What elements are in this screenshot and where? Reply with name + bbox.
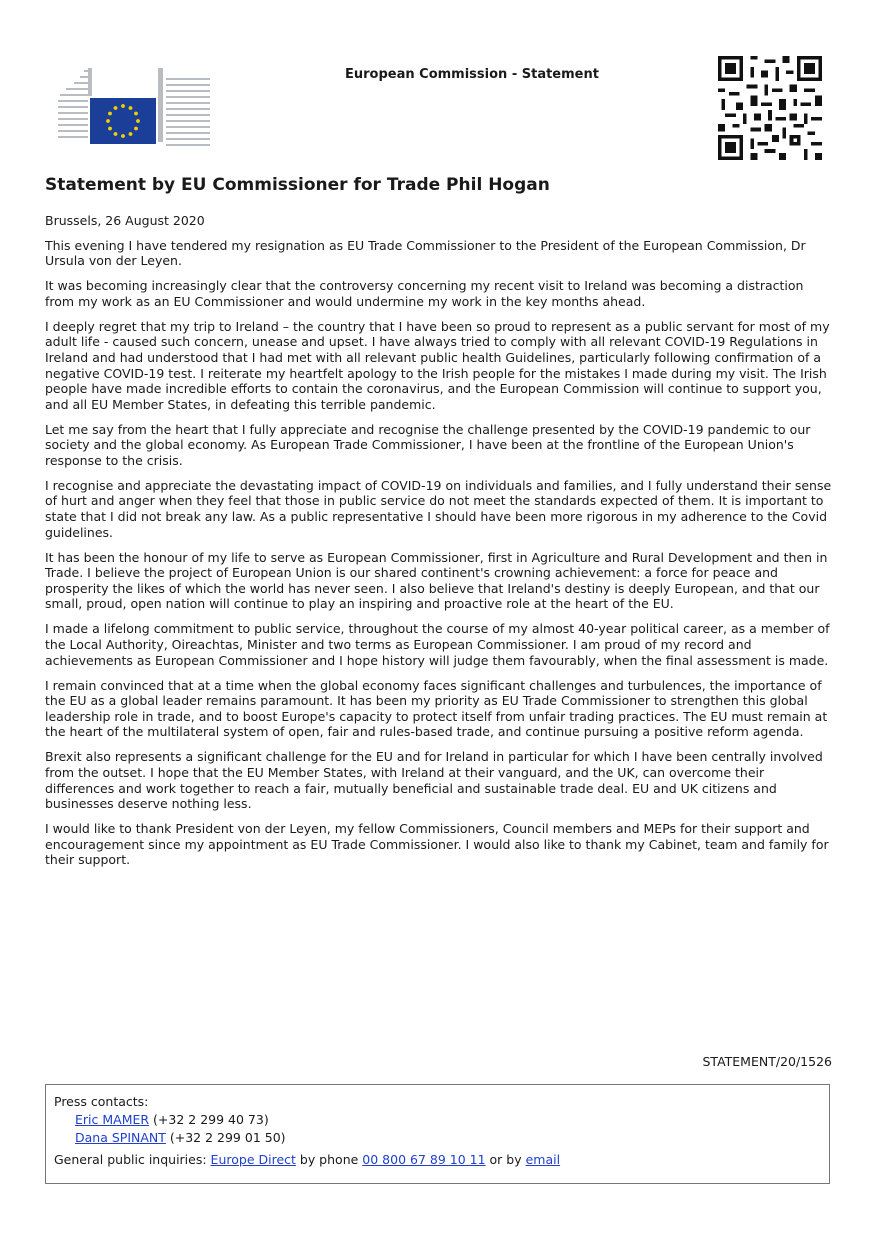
- statement-reference: STATEMENT/20/1526: [702, 1054, 832, 1069]
- statement-body: [45, 213, 835, 877]
- general-inquiries-line: [54, 1151, 829, 1169]
- contact-phone: (+32 2 299 01 50): [169, 1130, 286, 1145]
- statement-title: Statement by EU Commissioner for Trade Phil Hogan: [45, 175, 550, 195]
- contact-link-eric-mamer[interactable]: Eric MAMER: [75, 1112, 150, 1127]
- european-commission-logo: [58, 66, 214, 148]
- contact-row: [54, 1111, 829, 1129]
- paragraph: This evening I have tendered my resignation as EU Trade Commissioner to the President of the European Commission, Dr Ursula von der Leyen.: [45, 237, 806, 269]
- contact-link-dana-spinant[interactable]: Dana SPINANT: [75, 1130, 166, 1145]
- general-inquiries-label: General public inquiries:: [54, 1152, 211, 1167]
- by-phone-text: by phone: [295, 1152, 363, 1167]
- paragraph: I deeply regret that my trip to Ireland – the country that I have been so proud to represent as a public servant for most of my adult life - caused such concern, unease and upset. I have always tried to comply with all relevant COVID-19 Regulations in Ireland and had understood that I had met with all relevant public health Guidelines, particularly following confirmation of a negative COVID-19 test. I reiterate my heartfelt apology to the Irish people for the mistakes I made during my visit. The Irish people have made incredible efforts to contain the coronavirus, and the European Commission will continue to support you, and all EU Member States, in defeating this terrible pandemic.: [45, 318, 830, 412]
- date-line: Brussels, 26 August 2020: [45, 213, 205, 228]
- paragraph: It was becoming increasingly clear that the controversy concerning my recent visit to Ireland was becoming a distraction from my work as an EU Commissioner and would undermine my work in the key months ahead.: [45, 278, 804, 309]
- press-contacts-heading: Press contacts:: [54, 1094, 149, 1109]
- paragraph: I recognise and appreciate the devastating impact of COVID-19 on individuals and families, and I fully understand their sense of hurt and anger when they feel that those in public service do not meet the standards expected of them. It is important to state that I did not break any law. As a public representative I should have been more rigorous in my adherence to the Covid guidelines.: [45, 477, 832, 540]
- contact-phone: (+32 2 299 40 73): [153, 1112, 269, 1127]
- europe-direct-link[interactable]: Europe Direct: [210, 1152, 296, 1167]
- paragraph: It has been the honour of my life to serve as European Commissioner, first in Agriculture and Rural Development and then in Trade. I believe the project of European Union is our shared continent's crowning achievement: a force for peace and prosperity the likes of which the world has never seen. I also believe that Ireland's destiny is deeply European, and that our small, proud, open nation will continue to play an inspiring and proactive role at the heart of the EU.: [45, 549, 828, 612]
- press-contacts-box: [45, 1084, 830, 1184]
- document-type-heading: European Commission - Statement: [345, 67, 599, 82]
- contact-row: [54, 1129, 829, 1147]
- phone-number-link[interactable]: 00 800 67 89 10 11: [362, 1152, 486, 1167]
- or-by-text: or by: [485, 1152, 526, 1167]
- paragraph: I made a lifelong commitment to public service, throughout the course of my almost 40-year political career, as a member of the Local Authority, Oireachtas, Minister and two terms as European Commissioner. I am proud of my record and achievements as European Commissioner and I hope history will judge them favourably, when the final assessment is made.: [45, 621, 830, 668]
- paragraph: I would like to thank President von der Leyen, my fellow Commissioners, Council members and MEPs for their support and encouragement since my appointment as EU Trade Commissioner. I would also like to thank my Cabinet, team and family for their support.: [45, 821, 829, 868]
- eu-flag-icon: [90, 98, 156, 144]
- paragraph: Brexit also represents a significant challenge for the EU and for Ireland in particular for which I have been centrally involved from the outset. I hope that the EU Member States, with Ireland at their vanguard, and the UK, can overcome their differences and work together to reach a fair, mutually beneficial and sustainable trade deal. EU and UK citizens and businesses deserve nothing less.: [45, 749, 823, 812]
- qr-code-icon[interactable]: [718, 56, 822, 160]
- paragraph: I remain convinced that at a time when the global economy faces significant challenges and turbulences, the importance of the EU as a global leader remains paramount. It has been my priority as EU Trade Commissioner to strengthen this global leadership role in trade, and to boost Europe's capacity to protect itself from unfair trading practices. The EU must remain at the heart of the multilateral system of open, fair and rules-based trade, and continue pursuing a positive reform agenda.: [45, 677, 828, 740]
- paragraph: Let me say from the heart that I fully appreciate and recognise the challenge presented by the COVID-19 pandemic to our society and the global economy. As European Trade Commissioner, I have been at the frontline of the European Union's response to the crisis.: [45, 421, 811, 468]
- email-link[interactable]: email: [525, 1152, 561, 1167]
